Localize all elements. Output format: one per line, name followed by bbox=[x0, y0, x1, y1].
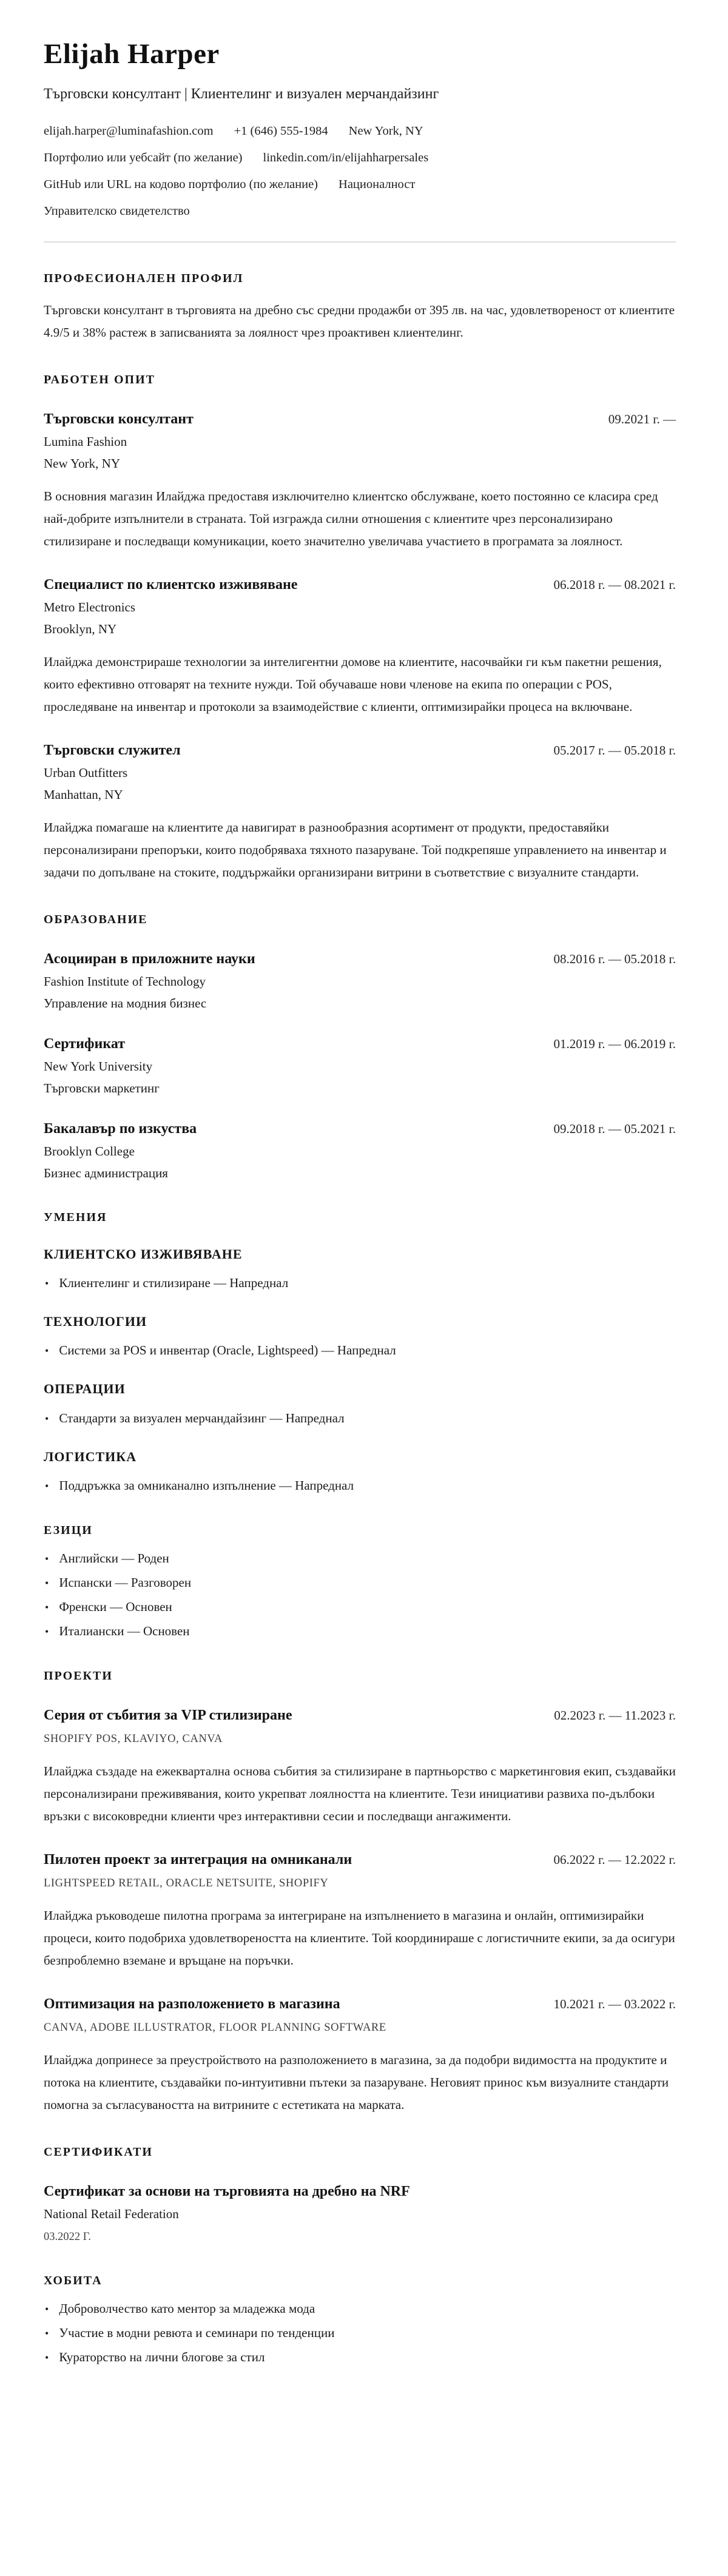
section-heading: ПРОЕКТИ bbox=[44, 1669, 113, 1683]
section-heading: УМЕНИЯ bbox=[44, 1210, 107, 1224]
language-item bbox=[44, 1623, 676, 1640]
skill-item-label: Системи за POS и инвентар (Oracle, Lightspeed) — Напреднал bbox=[59, 1343, 396, 1358]
contact-row bbox=[44, 150, 676, 166]
contact-phone: +1 (646) 555-1984 bbox=[234, 124, 328, 138]
language-list bbox=[44, 1550, 676, 1640]
certificate-issuer: National Retail Federation bbox=[44, 2207, 179, 2222]
skill-group bbox=[44, 1314, 676, 1359]
certificate-title: Сертификат за основи на търговията на дребно на NRF bbox=[44, 2184, 410, 2200]
job-title: Специалист по клиентско изживяване bbox=[44, 576, 298, 593]
job-entry-head bbox=[44, 410, 676, 428]
hobby-item-label: Доброволчество като ментор за младежка мода bbox=[59, 2301, 315, 2316]
contact-email: elijah.harper@luminafashion.com bbox=[44, 124, 214, 138]
job-company: Urban Outfitters bbox=[44, 765, 128, 780]
skill-group bbox=[44, 1449, 676, 1495]
education-dates: 08.2016 г. — 05.2018 г. bbox=[553, 951, 676, 966]
section-certificates bbox=[44, 2145, 676, 2245]
professional-subtitle: Търговски консултант | Клиентелинг и визуален мерчандайзинг bbox=[44, 86, 439, 102]
bullet-icon: • bbox=[45, 1480, 49, 1493]
job-location: Brooklyn, NY bbox=[44, 621, 117, 636]
project-description: Илайджа допринесе за преустройството на разположението в магазина, за да подобри видимостта на продуктите и потока на клиентите, създавайки по-интуитивни пътеки за пазаруване. Неговият принос към визуалните стандарти помогна за съгласуваността на витрините с естетиката на марката. bbox=[44, 2053, 669, 2113]
section-heading: ХОБИТА bbox=[44, 2274, 103, 2288]
project-title: Пилотен проект за интеграция на омниканали bbox=[44, 1852, 352, 1868]
job-entry-head bbox=[44, 576, 676, 594]
contact-driving-licence: Управителско свидетелство bbox=[44, 204, 190, 218]
hobby-item-label: Участие в модни ревюта и семинари по тенденции bbox=[59, 2325, 335, 2341]
section-heading: РАБОТЕН ОПИТ bbox=[44, 372, 155, 386]
job-description: Илайджа помагаше на клиентите да навигират в разнообразния асортимент от продукти, предоставяйки персонализирани препоръки, които подобряваха тяхното пазаруване. Той подкрепяше управлението на инвентар и задачи по допълване на стоките, поддържайки организирани витрини в съответствие с визуалните стандарти. bbox=[44, 819, 667, 879]
section-hobbies bbox=[44, 2274, 676, 2366]
section-experience bbox=[44, 373, 676, 884]
education-school: New York University bbox=[44, 1058, 153, 1074]
skill-group bbox=[44, 1381, 676, 1427]
language-item-label: Италиански — Основен bbox=[59, 1624, 190, 1639]
bullet-icon: • bbox=[45, 2303, 49, 2316]
project-entry-head bbox=[44, 1851, 676, 1869]
section-profile bbox=[44, 272, 676, 344]
bullet-icon: • bbox=[45, 1277, 49, 1290]
language-item-label: Английски — Роден bbox=[59, 1551, 169, 1566]
degree-title: Асоцииран в приложните науки bbox=[44, 950, 255, 967]
section-languages bbox=[44, 1524, 676, 1640]
contact-nationality: Националност bbox=[339, 177, 416, 191]
bullet-icon: • bbox=[45, 2352, 49, 2364]
hobby-item-label: Кураторство на лични блогове за стил bbox=[59, 2350, 265, 2365]
section-heading: СЕРТИФИКАТИ bbox=[44, 2145, 153, 2159]
section-projects bbox=[44, 1669, 676, 2116]
project-entry bbox=[44, 1851, 676, 1972]
skill-group-heading: ТЕХНОЛОГИИ bbox=[44, 1314, 147, 1330]
education-school: Fashion Institute of Technology bbox=[44, 974, 206, 989]
page-title: Elijah Harper bbox=[44, 38, 220, 70]
education-entry-head bbox=[44, 950, 676, 968]
bullet-icon: • bbox=[45, 1601, 49, 1614]
divider bbox=[44, 241, 676, 243]
skill-item bbox=[44, 1410, 676, 1427]
skill-item bbox=[44, 1274, 676, 1292]
skill-item-label: Поддръжка за омниканално изпълнение — Напреднал bbox=[59, 1478, 354, 1493]
skill-group-heading: ЛОГИСТИКА bbox=[44, 1448, 137, 1464]
skill-list bbox=[44, 1342, 676, 1359]
job-location: Manhattan, NY bbox=[44, 787, 123, 802]
job-company: Metro Electronics bbox=[44, 599, 136, 614]
skill-group-heading: ОПЕРАЦИИ bbox=[44, 1381, 126, 1397]
project-title: Оптимизация на разположението в магазина bbox=[44, 1996, 340, 2013]
header bbox=[44, 39, 676, 220]
project-tools: CANVA, ADOBE ILLUSTRATOR, FLOOR PLANNING SOFTWARE bbox=[44, 2022, 386, 2034]
contact-portfolio-placeholder: Портфолио или уебсайт (по желание) bbox=[44, 150, 243, 164]
project-dates: 06.2022 г. — 12.2022 г. bbox=[553, 1852, 676, 1868]
job-entry-head bbox=[44, 741, 676, 759]
project-tools: LIGHTSPEED RETAIL, ORACLE NETSUITE, SHOPIFY bbox=[44, 1877, 329, 1890]
contact-row bbox=[44, 203, 676, 220]
project-entry-head bbox=[44, 1995, 676, 2013]
bullet-icon: • bbox=[45, 1412, 49, 1425]
section-education bbox=[44, 913, 676, 1182]
skill-list bbox=[44, 1477, 676, 1495]
certificate-date: 03.2022 Г. bbox=[44, 2231, 91, 2244]
job-dates: 05.2017 г. — 05.2018 г. bbox=[553, 742, 676, 758]
language-item bbox=[44, 1574, 676, 1592]
bullet-icon: • bbox=[45, 1345, 49, 1357]
contact-row bbox=[44, 177, 676, 193]
education-entry-head bbox=[44, 1035, 676, 1053]
education-entry bbox=[44, 1120, 676, 1182]
education-entry bbox=[44, 950, 676, 1012]
job-entry bbox=[44, 741, 676, 884]
hobby-item bbox=[44, 2349, 676, 2366]
section-skills bbox=[44, 1211, 676, 1495]
job-entry bbox=[44, 410, 676, 553]
skill-group-heading: КЛИЕНТСКО ИЗЖИВЯВАНЕ bbox=[44, 1246, 243, 1262]
project-dates: 02.2023 г. — 11.2023 г. bbox=[554, 1708, 676, 1723]
hobby-item bbox=[44, 2300, 676, 2318]
education-entry-head bbox=[44, 1120, 676, 1138]
education-entry bbox=[44, 1035, 676, 1097]
section-heading: ЕЗИЦИ bbox=[44, 1524, 93, 1538]
education-field: Бизнес администрация bbox=[44, 1165, 168, 1180]
job-entry bbox=[44, 576, 676, 718]
education-school: Brooklyn College bbox=[44, 1143, 135, 1159]
bullet-icon: • bbox=[45, 1626, 49, 1638]
section-heading: ПРОФЕСИОНАЛЕН ПРОФИЛ bbox=[44, 271, 244, 285]
degree-title: Бакалавър по изкуства bbox=[44, 1120, 197, 1137]
language-item bbox=[44, 1598, 676, 1616]
project-dates: 10.2021 г. — 03.2022 г. bbox=[553, 1997, 676, 2012]
education-dates: 01.2019 г. — 06.2019 г. bbox=[553, 1036, 676, 1051]
bullet-icon: • bbox=[45, 1553, 49, 1565]
contact-list bbox=[44, 123, 676, 220]
profile-text: Търговски консултант в търговията на дребно със средни продажби от 395 лв. на час, удовлетвореност от клиентите 4.9/5 и 38% растеж в записванията за лоялност чрез проактивен клиентелинг. bbox=[44, 302, 675, 340]
job-dates: 09.2021 г. — bbox=[608, 411, 676, 426]
job-company: Lumina Fashion bbox=[44, 434, 127, 449]
degree-title: Сертификат bbox=[44, 1035, 125, 1052]
job-description: Илайджа демонстрираше технологии за интелигентни домове на клиентите, насочвайки ги към пакетни решения, които ефективно отговарят на техните нужди. Той обучаваше нови членове на екипа по операции с POS, проследяване на инвентар и протоколи за взаимодействие с клиенти, оптимизирайки процеса на включване. bbox=[44, 654, 662, 714]
language-item-label: Френски — Основен bbox=[59, 1599, 172, 1615]
contact-location: New York, NY bbox=[348, 124, 423, 138]
bullet-icon: • bbox=[45, 2327, 49, 2340]
project-description: Илайджа създаде на ежеквартална основа събития за стилизиране в партньорство с маркетинговия екип, създавайки персонализирани преживявания, които укрепват лоялността на клиентите. Тези инициативи развиха по-дълбоки връзки с високовредни клиенти чрез интерактивни сесии и последващи ангажименти. bbox=[44, 1764, 676, 1824]
skill-item bbox=[44, 1477, 676, 1495]
job-description: В основния магазин Илайджа предоставя изключително клиентско обслужване, което постоянно се класира сред най-добрите изпълнители в страната. Той изгражда силни отношения с клиентите чрез персонализирано стилизиране и последващи комуникации, което значително увеличава участието в програмата за лоялност. bbox=[44, 488, 658, 548]
hobby-item bbox=[44, 2324, 676, 2342]
project-entry bbox=[44, 1995, 676, 2116]
skill-list bbox=[44, 1274, 676, 1292]
section-heading: ОБРАЗОВАНИЕ bbox=[44, 912, 148, 926]
skill-group bbox=[44, 1246, 676, 1292]
certificate-entry bbox=[44, 2182, 676, 2245]
language-item-label: Испански — Разговорен bbox=[59, 1575, 192, 1590]
skill-list bbox=[44, 1410, 676, 1427]
contact-linkedin: linkedin.com/in/elijahharpersales bbox=[263, 150, 429, 164]
bullet-icon: • bbox=[45, 1577, 49, 1590]
education-dates: 09.2018 г. — 05.2021 г. bbox=[553, 1121, 676, 1136]
job-location: New York, NY bbox=[44, 456, 121, 471]
skill-item bbox=[44, 1342, 676, 1359]
skill-item-label: Стандарти за визуален мерчандайзинг — Напреднал bbox=[59, 1410, 345, 1425]
project-entry bbox=[44, 1706, 676, 1828]
hobby-list bbox=[44, 2300, 676, 2366]
contact-row bbox=[44, 123, 676, 140]
skill-item-label: Клиентелинг и стилизиране — Напреднал bbox=[59, 1276, 289, 1291]
job-title: Търговски служител bbox=[44, 742, 181, 758]
education-field: Управление на модния бизнес bbox=[44, 995, 207, 1011]
education-field: Търговски маркетинг bbox=[44, 1080, 160, 1095]
project-description: Илайджа ръководеше пилотна програма за интегриране на изпълнението в магазина и онлайн, оптимизирайки процеси, които подобриха удовлетвореността на клиентите. Той координираше с логистичните екипи, за да осигури безпроблемно вземане и връщане на поръчки. bbox=[44, 1908, 675, 1968]
project-title: Серия от събития за VIP стилизиране bbox=[44, 1707, 292, 1724]
project-tools: SHOPIFY POS, KLAVIYO, CANVA bbox=[44, 1733, 223, 1746]
contact-github-placeholder: GitHub или URL на кодово портфолио (по желание) bbox=[44, 177, 318, 191]
job-dates: 06.2018 г. — 08.2021 г. bbox=[553, 577, 676, 592]
language-item bbox=[44, 1550, 676, 1567]
job-title: Търговски консултант bbox=[44, 411, 194, 427]
project-entry-head bbox=[44, 1706, 676, 1724]
